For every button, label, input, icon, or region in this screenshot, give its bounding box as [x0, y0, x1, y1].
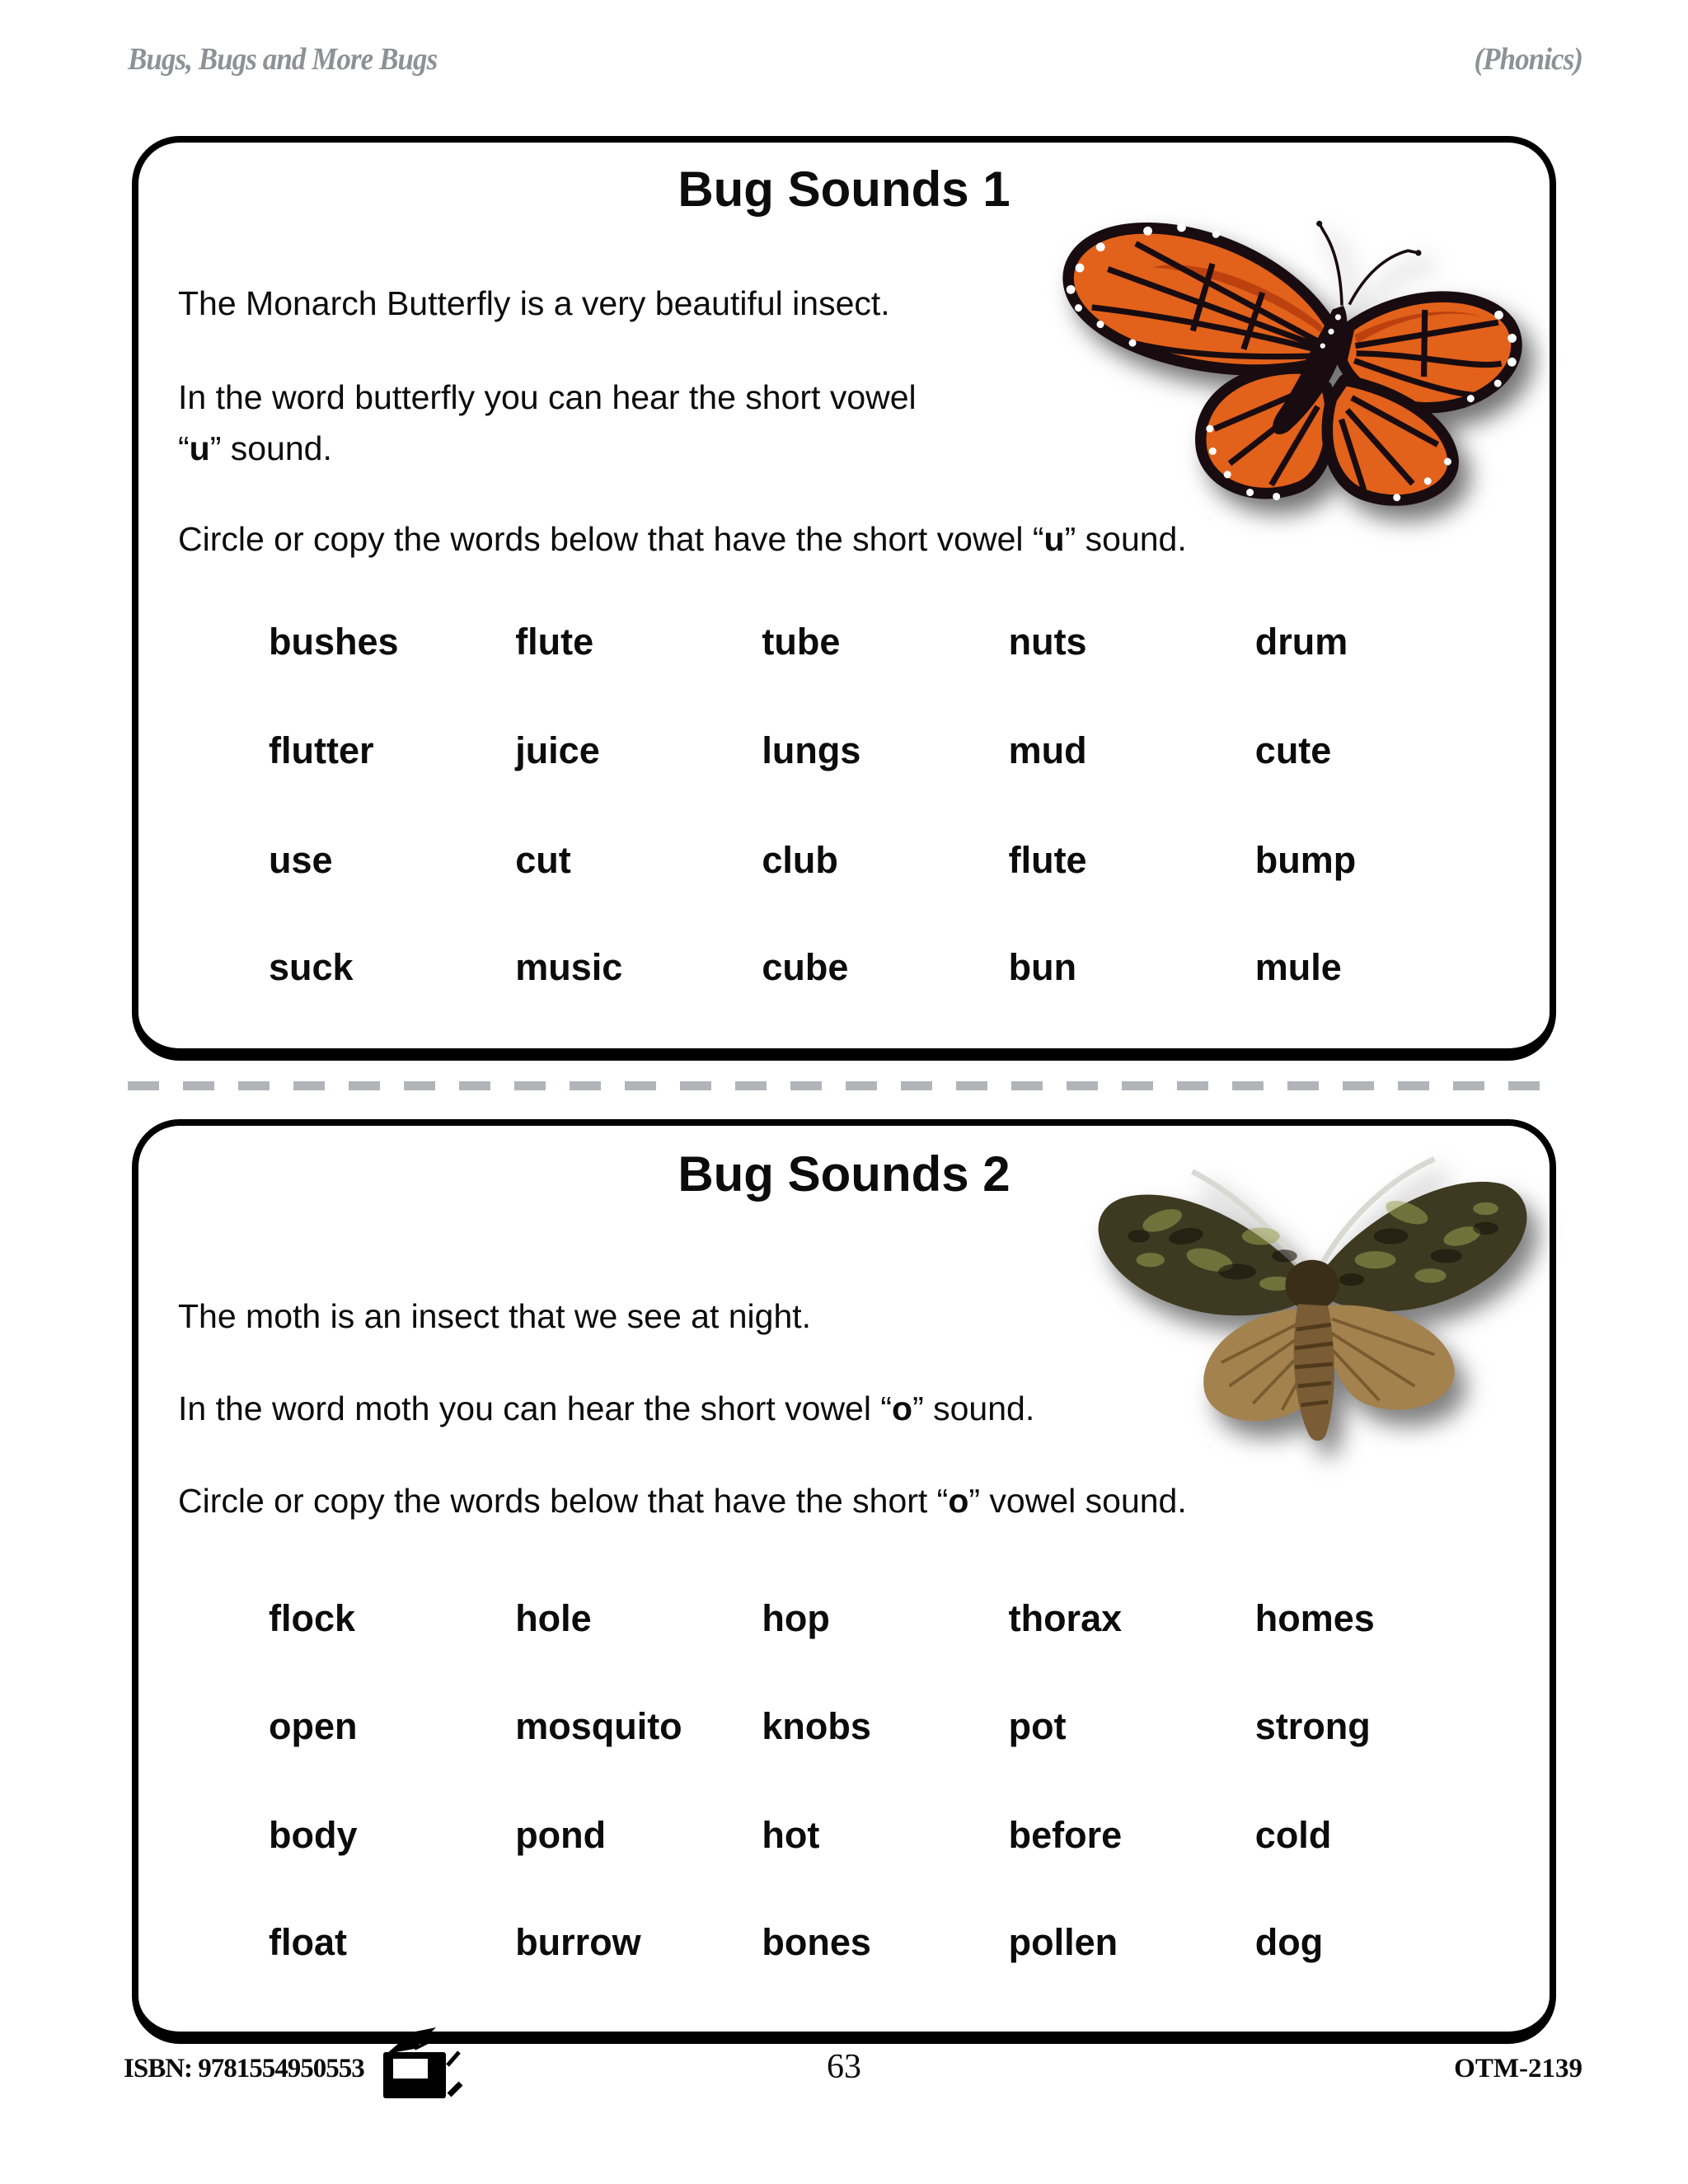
monarch-butterfly-image: [997, 213, 1548, 525]
word-cell: bones: [762, 1921, 871, 1963]
word-cell: body: [269, 1814, 358, 1856]
word-cell: mud: [1008, 729, 1087, 771]
word-cell: hole: [515, 1597, 592, 1639]
word-cell: open: [269, 1705, 358, 1747]
word-cell: juice: [515, 729, 600, 771]
worksheet-title: Bug Sounds 1: [678, 162, 1010, 217]
word-cell: cold: [1254, 1814, 1332, 1856]
word-cell: tube: [762, 621, 841, 663]
word-row: [269, 1705, 1502, 1748]
word-cell: mule: [1254, 946, 1342, 988]
word-cell: flute: [515, 621, 594, 663]
moth-image: [1068, 1126, 1556, 1457]
intro-text: The Monarch Butterfly is a very beautiful insect.: [178, 284, 890, 322]
word-cell: bushes: [269, 621, 399, 663]
task-pre: Circle or copy the words below that have the short “: [178, 1482, 949, 1520]
task-bold-vowel: o: [948, 1482, 969, 1520]
word-cell: strong: [1254, 1705, 1371, 1747]
worksheet-card-bug-sounds-2: [132, 1119, 1556, 2044]
task-instruction-text: [178, 513, 1187, 565]
word-row: [269, 1814, 1502, 1857]
task-post: ” sound.: [1064, 520, 1187, 558]
hint-line1: In the word butterfly you can hear the short vowel: [178, 378, 917, 416]
dashed-separator: [128, 1081, 1560, 1090]
word-cell: dog: [1254, 1921, 1324, 1963]
vowel-hint-text: [178, 1383, 1034, 1434]
worksheet-card-bug-sounds-1: [132, 136, 1556, 1061]
word-cell: bump: [1254, 839, 1357, 881]
word-cell: nuts: [1008, 621, 1087, 663]
word-cell: cut: [515, 839, 571, 881]
word-cell: lungs: [762, 729, 861, 771]
word-cell: thorax: [1008, 1597, 1123, 1639]
hint-bold-vowel: u: [189, 429, 210, 467]
header-book-title: Bugs, Bugs and More Bugs: [128, 42, 438, 77]
task-bold-vowel: u: [1043, 520, 1065, 558]
hint-quote-open: “: [178, 429, 190, 467]
word-cell: hot: [762, 1814, 820, 1856]
header-section-label: (Phonics): [1474, 42, 1582, 77]
word-row: [269, 1921, 1502, 1964]
product-code: OTM-2139: [1454, 2054, 1582, 2083]
word-row: [269, 946, 1502, 989]
intro-text: The moth is an insect that we see at night.: [178, 1297, 812, 1335]
word-row: [269, 729, 1502, 772]
word-cell: bun: [1008, 946, 1077, 988]
hint-bold-vowel: o: [892, 1390, 913, 1427]
word-cell: flutter: [269, 729, 374, 771]
word-row: [269, 621, 1502, 663]
hint-line2-post: ” sound.: [209, 429, 332, 467]
worksheet-title: Bug Sounds 2: [678, 1146, 1010, 1202]
word-cell: mosquito: [515, 1705, 682, 1747]
word-cell: flock: [269, 1597, 356, 1639]
word-cell: club: [762, 839, 838, 881]
word-cell: drum: [1254, 621, 1348, 663]
word-cell: hop: [762, 1597, 830, 1639]
vowel-hint-text: [178, 372, 917, 474]
word-cell: flute: [1008, 839, 1087, 881]
hint-pre: In the word moth you can hear the short vowel “: [178, 1390, 893, 1427]
word-cell: before: [1008, 1814, 1123, 1856]
word-cell: suck: [269, 946, 354, 988]
page-number: 63: [827, 2048, 861, 2086]
task-pre: Circle or copy the words below that have the short vowel “: [178, 520, 1044, 558]
word-cell: cube: [762, 946, 849, 988]
word-cell: pond: [515, 1814, 607, 1856]
word-cell: burrow: [515, 1921, 641, 1963]
word-cell: homes: [1254, 1597, 1375, 1639]
word-cell: float: [269, 1921, 347, 1963]
word-cell: use: [269, 839, 333, 881]
hint-post: ” sound.: [912, 1390, 1035, 1427]
word-cell: knobs: [762, 1705, 871, 1747]
word-row: [269, 839, 1502, 882]
task-post: ” vowel sound.: [968, 1482, 1187, 1520]
word-cell: pollen: [1008, 1921, 1118, 1963]
word-row: [269, 1597, 1502, 1640]
word-cell: music: [515, 946, 623, 988]
isbn-label: ISBN: 9781554950553: [124, 2054, 364, 2083]
word-cell: pot: [1008, 1705, 1067, 1747]
task-instruction-text: [178, 1475, 1187, 1526]
word-cell: cute: [1254, 729, 1332, 771]
